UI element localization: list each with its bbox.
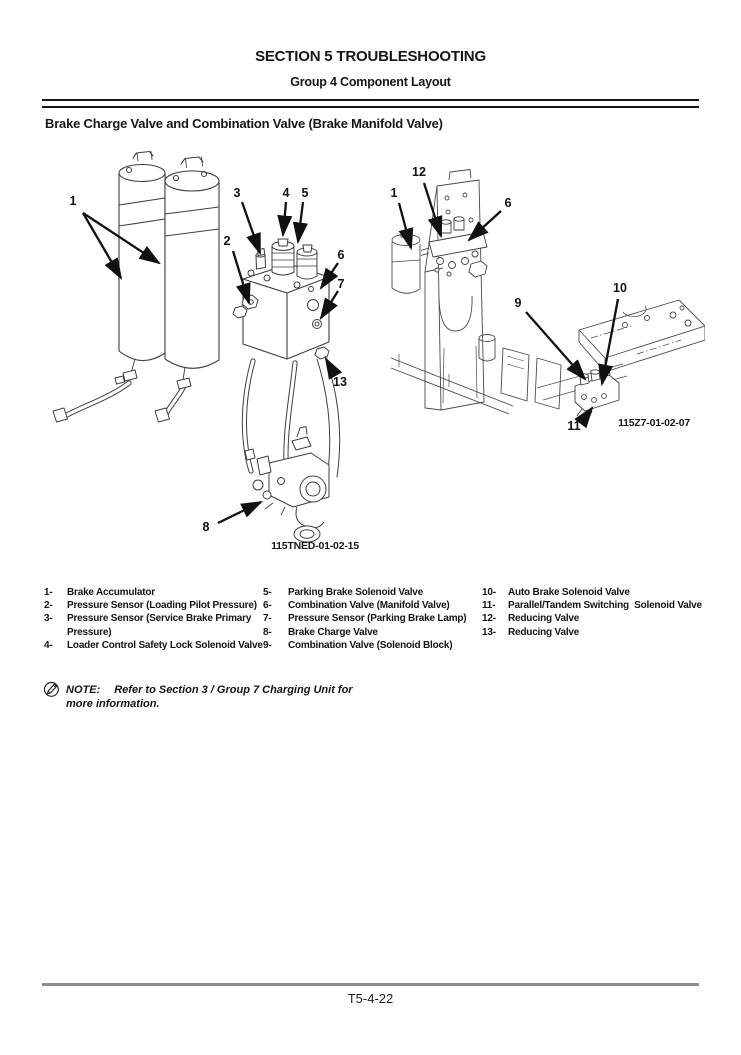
figL-callout-6: 6 xyxy=(337,248,345,262)
figR-callout-1: 1 xyxy=(390,186,398,200)
legend-item xyxy=(44,599,263,612)
legend-item-label: Combination Valve (Solenoid Block) xyxy=(288,639,453,651)
legend-item-number: 1- xyxy=(44,587,53,598)
section-title: SECTION 5 TROUBLESHOOTING xyxy=(255,48,486,65)
legend-item xyxy=(263,626,482,639)
legend-item-number: 12- xyxy=(482,613,496,625)
legend-item-label: Reducing Valve xyxy=(508,613,580,625)
note-text: Refer to Section 3 / Group 7 Charging Unit for more information. xyxy=(66,684,353,710)
figL-callout-3: 3 xyxy=(233,186,241,200)
note-pencil-icon xyxy=(43,681,60,698)
header-rule xyxy=(42,99,699,108)
legend-item-number: 3- xyxy=(44,613,53,625)
legend-item-label: Combination Valve (Manifold Valve) xyxy=(288,600,450,612)
legend-item-label: Pressure Sensor (Service Brake Primary Pressure) xyxy=(67,613,252,638)
legend-item-label: Auto Brake Solenoid Valve xyxy=(508,587,630,598)
legend-column-2 xyxy=(263,586,482,652)
figL-callout-2: 2 xyxy=(223,234,231,248)
legend-item xyxy=(482,612,717,625)
legend-item-number: 7- xyxy=(263,613,272,625)
figR-callout-11: 11 xyxy=(567,419,581,433)
legend-item-number: 2- xyxy=(44,600,53,612)
legend-item-label: Brake Accumulator xyxy=(67,587,155,598)
figure-right-caption: 115Z7-01-02-07 xyxy=(618,417,690,429)
legend-item xyxy=(263,612,482,625)
legend-item xyxy=(44,612,263,638)
legend-item-label: Brake Charge Valve xyxy=(288,626,378,638)
legend-item-label: Loader Control Safety Lock Solenoid Valve xyxy=(67,639,263,651)
legend-item-number: 6- xyxy=(263,600,272,612)
legend-item-number: 11- xyxy=(482,600,496,612)
figR-callout-10: 10 xyxy=(613,281,627,295)
figL-callout-8: 8 xyxy=(202,520,210,534)
legend-item-label: Parking Brake Solenoid Valve xyxy=(288,587,424,598)
figure-right-drawing xyxy=(385,160,705,440)
legend-item-number: 8- xyxy=(263,626,272,638)
legend-item-number: 5- xyxy=(263,587,272,598)
page-number: T5-4-22 xyxy=(347,991,394,1006)
figR-callout-12: 12 xyxy=(412,165,426,179)
legend-item-number: 9- xyxy=(263,639,272,651)
group-title: Group 4 Component Layout xyxy=(290,75,451,89)
legend-item-number: 4- xyxy=(44,639,53,651)
note-label: NOTE: xyxy=(66,684,101,696)
figure-left-caption: 115TNED-01-02-15 xyxy=(271,540,359,552)
legend-item xyxy=(263,586,482,599)
legend-item xyxy=(263,639,482,652)
topic-title: Brake Charge Valve and Combination Valve (Brake Manifold Valve) xyxy=(45,116,443,131)
legend-item xyxy=(263,599,482,612)
legend-item xyxy=(44,586,263,599)
legend-column-3 xyxy=(482,586,717,639)
legend-item-number: 10- xyxy=(482,587,496,598)
legend-item xyxy=(482,586,717,599)
figL-callout-4: 4 xyxy=(282,186,290,200)
legend-item xyxy=(482,599,717,612)
legend-item-label: Pressure Sensor (Loading Pilot Pressure) xyxy=(67,600,257,612)
legend-item-number: 13- xyxy=(482,626,496,638)
legend-item-label: Pressure Sensor (Parking Brake Lamp) xyxy=(288,613,467,625)
legend-item-label: Reducing Valve xyxy=(508,626,580,638)
figL-callout-5: 5 xyxy=(301,186,309,200)
legend-item xyxy=(482,626,717,639)
legend-item xyxy=(44,639,263,652)
figL-callout-1: 1 xyxy=(69,194,77,208)
legend-column-1 xyxy=(44,586,263,652)
legend-item-label: Parallel/Tandem Switching Solenoid Valve xyxy=(508,600,702,612)
figL-callout-7: 7 xyxy=(337,277,345,291)
note-block xyxy=(66,683,371,711)
footer-rule xyxy=(42,983,699,986)
figL-callout-13: 13 xyxy=(333,375,347,389)
figure-left-drawing xyxy=(45,145,375,565)
figR-callout-9: 9 xyxy=(514,296,522,310)
figR-callout-6: 6 xyxy=(504,196,512,210)
